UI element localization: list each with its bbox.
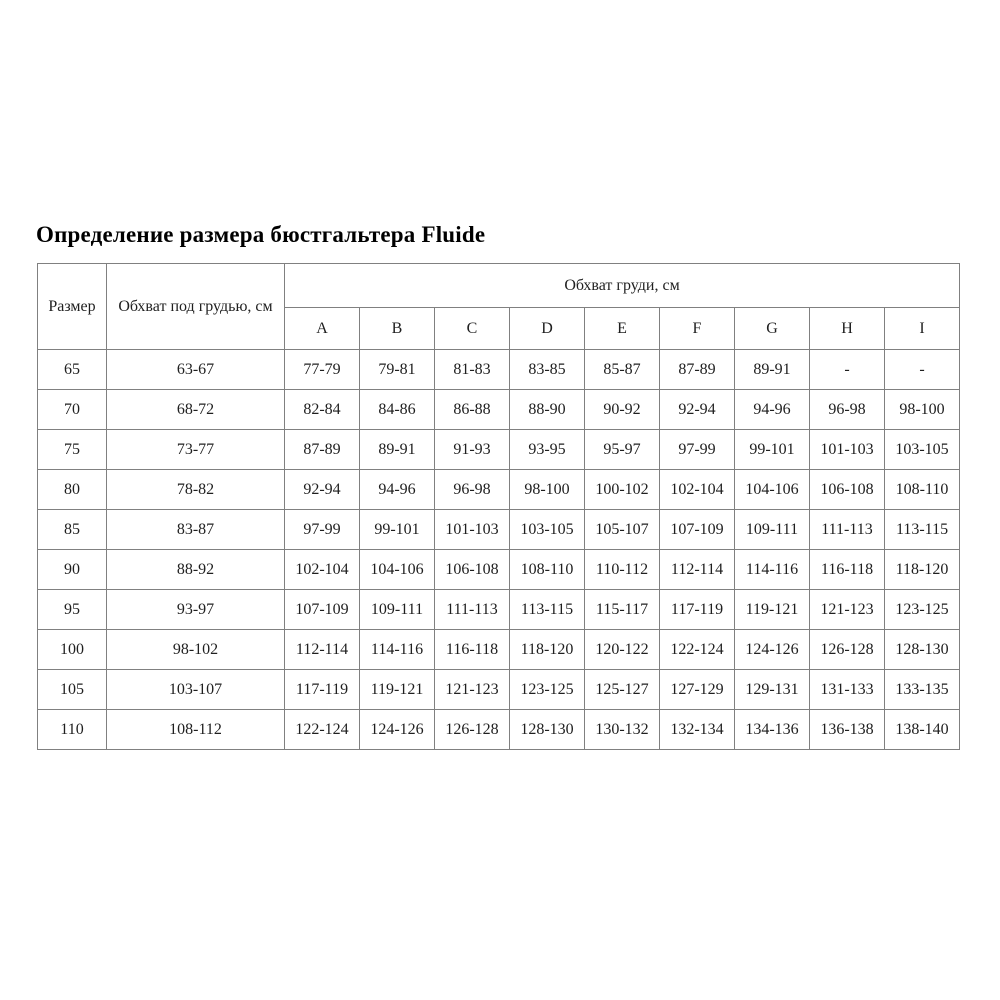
bust-range-cell: 89-91 [360, 430, 435, 470]
bust-range-cell: 125-127 [585, 670, 660, 710]
bust-range-cell: 138-140 [885, 710, 960, 750]
bust-range-cell: 100-102 [585, 470, 660, 510]
bust-range-cell: 96-98 [810, 390, 885, 430]
header-cup-a: A [285, 308, 360, 350]
bust-range-cell: 111-113 [435, 590, 510, 630]
page-title: Определение размера бюстгальтера Fluide [36, 222, 486, 247]
table-row [38, 430, 960, 470]
bust-range-cell: 103-105 [885, 430, 960, 470]
underbust-cell: 78-82 [107, 470, 285, 510]
header-size: Размер [38, 264, 107, 350]
size-cell: 95 [38, 590, 107, 630]
bust-range-cell: 118-120 [885, 550, 960, 590]
header-cup-d: D [510, 308, 585, 350]
bust-range-cell: 113-115 [885, 510, 960, 550]
table-row [38, 630, 960, 670]
bust-range-cell: 109-111 [360, 590, 435, 630]
bust-range-cell: 123-125 [885, 590, 960, 630]
bust-range-cell: 87-89 [285, 430, 360, 470]
underbust-cell: 68-72 [107, 390, 285, 430]
bust-range-cell: - [885, 350, 960, 390]
table-row [38, 350, 960, 390]
header-cup-g: G [735, 308, 810, 350]
bust-range-cell: 95-97 [585, 430, 660, 470]
bust-range-cell: 123-125 [510, 670, 585, 710]
header-cup-i: I [885, 308, 960, 350]
bust-range-cell: 102-104 [660, 470, 735, 510]
bust-range-cell: 112-114 [285, 630, 360, 670]
header-cup-b: B [360, 308, 435, 350]
bust-range-cell: 101-103 [810, 430, 885, 470]
underbust-cell: 98-102 [107, 630, 285, 670]
bust-range-cell: 86-88 [435, 390, 510, 430]
table-row [38, 470, 960, 510]
size-cell: 110 [38, 710, 107, 750]
bust-range-cell: 120-122 [585, 630, 660, 670]
header-underbust: Обхват под грудью, см [107, 264, 285, 350]
bust-range-cell: 130-132 [585, 710, 660, 750]
bust-range-cell: 129-131 [735, 670, 810, 710]
bust-range-cell: 109-111 [735, 510, 810, 550]
bust-range-cell: 79-81 [360, 350, 435, 390]
bust-range-cell: 93-95 [510, 430, 585, 470]
table-row [38, 390, 960, 430]
bust-range-cell: 110-112 [585, 550, 660, 590]
size-cell: 85 [38, 510, 107, 550]
bust-range-cell: - [810, 350, 885, 390]
table-row [38, 550, 960, 590]
underbust-cell: 88-92 [107, 550, 285, 590]
table-row [38, 710, 960, 750]
bust-range-cell: 89-91 [735, 350, 810, 390]
bust-range-cell: 128-130 [510, 710, 585, 750]
header-cup-e: E [585, 308, 660, 350]
bust-range-cell: 114-116 [735, 550, 810, 590]
size-cell: 80 [38, 470, 107, 510]
header-cup-f: F [660, 308, 735, 350]
bust-range-cell: 117-119 [660, 590, 735, 630]
bust-range-cell: 98-100 [510, 470, 585, 510]
bust-range-cell: 96-98 [435, 470, 510, 510]
bust-range-cell: 106-108 [435, 550, 510, 590]
bust-range-cell: 91-93 [435, 430, 510, 470]
bust-range-cell: 108-110 [510, 550, 585, 590]
bust-range-cell: 126-128 [435, 710, 510, 750]
bust-range-cell: 94-96 [360, 470, 435, 510]
bust-range-cell: 132-134 [660, 710, 735, 750]
underbust-cell: 93-97 [107, 590, 285, 630]
bust-range-cell: 99-101 [360, 510, 435, 550]
bust-range-cell: 92-94 [285, 470, 360, 510]
bust-range-cell: 104-106 [360, 550, 435, 590]
bust-range-cell: 85-87 [585, 350, 660, 390]
bust-range-cell: 111-113 [810, 510, 885, 550]
bust-range-cell: 133-135 [885, 670, 960, 710]
bust-range-cell: 84-86 [360, 390, 435, 430]
bust-range-cell: 97-99 [660, 430, 735, 470]
underbust-cell: 83-87 [107, 510, 285, 550]
bust-range-cell: 94-96 [735, 390, 810, 430]
header-cup-h: H [810, 308, 885, 350]
header-cup-c: C [435, 308, 510, 350]
bust-range-cell: 113-115 [510, 590, 585, 630]
bust-range-cell: 103-105 [510, 510, 585, 550]
bust-range-cell: 116-118 [435, 630, 510, 670]
size-cell: 75 [38, 430, 107, 470]
bust-range-cell: 81-83 [435, 350, 510, 390]
size-cell: 100 [38, 630, 107, 670]
bust-range-cell: 121-123 [810, 590, 885, 630]
bust-range-cell: 83-85 [510, 350, 585, 390]
bust-range-cell: 77-79 [285, 350, 360, 390]
underbust-cell: 63-67 [107, 350, 285, 390]
bust-range-cell: 99-101 [735, 430, 810, 470]
table-row [38, 510, 960, 550]
bust-range-cell: 122-124 [660, 630, 735, 670]
bust-range-cell: 108-110 [885, 470, 960, 510]
underbust-cell: 73-77 [107, 430, 285, 470]
bust-range-cell: 114-116 [360, 630, 435, 670]
bust-range-cell: 122-124 [285, 710, 360, 750]
bust-range-cell: 107-109 [660, 510, 735, 550]
table-header [38, 264, 960, 350]
bust-range-cell: 98-100 [885, 390, 960, 430]
bust-range-cell: 134-136 [735, 710, 810, 750]
size-cell: 90 [38, 550, 107, 590]
bust-range-cell: 128-130 [885, 630, 960, 670]
bust-range-cell: 92-94 [660, 390, 735, 430]
bra-size-table [37, 263, 960, 750]
bust-range-cell: 104-106 [735, 470, 810, 510]
bust-range-cell: 115-117 [585, 590, 660, 630]
bust-range-cell: 131-133 [810, 670, 885, 710]
bust-range-cell: 117-119 [285, 670, 360, 710]
bust-range-cell: 121-123 [435, 670, 510, 710]
bust-range-cell: 82-84 [285, 390, 360, 430]
underbust-cell: 103-107 [107, 670, 285, 710]
bust-range-cell: 119-121 [360, 670, 435, 710]
bust-range-cell: 136-138 [810, 710, 885, 750]
bust-range-cell: 124-126 [360, 710, 435, 750]
bust-range-cell: 127-129 [660, 670, 735, 710]
bust-range-cell: 118-120 [510, 630, 585, 670]
bust-range-cell: 105-107 [585, 510, 660, 550]
size-cell: 65 [38, 350, 107, 390]
bust-range-cell: 88-90 [510, 390, 585, 430]
bust-range-cell: 102-104 [285, 550, 360, 590]
bust-range-cell: 124-126 [735, 630, 810, 670]
table-row [38, 590, 960, 630]
underbust-cell: 108-112 [107, 710, 285, 750]
header-bust-group: Обхват груди, см [285, 264, 960, 308]
size-cell: 70 [38, 390, 107, 430]
bust-range-cell: 101-103 [435, 510, 510, 550]
bust-range-cell: 107-109 [285, 590, 360, 630]
bust-range-cell: 90-92 [585, 390, 660, 430]
table-body [38, 350, 960, 750]
table-row [38, 670, 960, 710]
bust-range-cell: 116-118 [810, 550, 885, 590]
bust-range-cell: 112-114 [660, 550, 735, 590]
size-cell: 105 [38, 670, 107, 710]
header-group-row [38, 264, 960, 308]
bust-range-cell: 97-99 [285, 510, 360, 550]
bust-range-cell: 126-128 [810, 630, 885, 670]
bust-range-cell: 87-89 [660, 350, 735, 390]
bust-range-cell: 119-121 [735, 590, 810, 630]
bust-range-cell: 106-108 [810, 470, 885, 510]
